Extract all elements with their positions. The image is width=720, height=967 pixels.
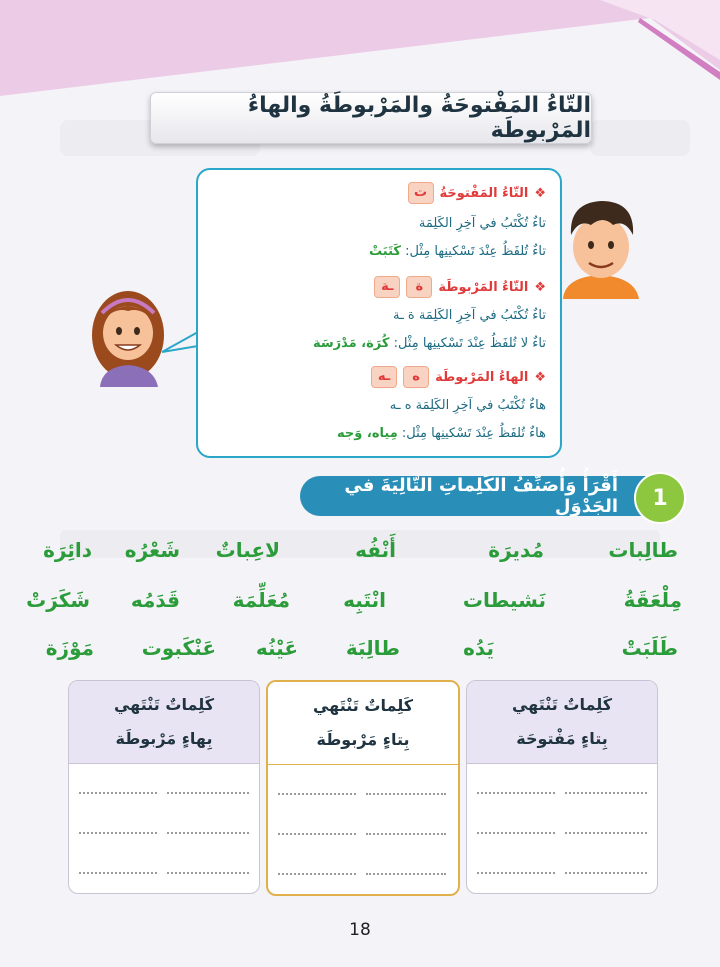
- answer-line[interactable]: [278, 872, 356, 875]
- word-item: لاعِباتٌ: [215, 538, 280, 562]
- answer-line[interactable]: [477, 791, 555, 794]
- word-item: مَوْزَة: [45, 636, 94, 660]
- rule-example: [337, 426, 546, 441]
- letter-badge: ه: [403, 366, 429, 388]
- column-header-line1: كَلِماتٌ تَنْتَهي: [113, 695, 215, 714]
- word-item: عَنْكَبوت: [141, 636, 216, 660]
- task-instruction-bar: [300, 476, 678, 516]
- rule-example-words: مِياه، وَجه: [337, 426, 398, 441]
- speech-pointer-icon: [162, 330, 198, 356]
- page-title: التّاءُ المَفْتوحَةُ والمَرْبوطَةُ والهاءُ المَرْبوطَة: [150, 92, 592, 144]
- sort-column-closed-haa: [68, 680, 260, 894]
- answer-line[interactable]: [167, 791, 249, 794]
- rule-example: [313, 336, 546, 351]
- letter-badge: ـة: [374, 276, 400, 298]
- rule-example-words: كُرَة، مَدْرَسَة: [312, 336, 390, 351]
- girl-illustration-icon: [88, 283, 168, 388]
- word-item: مِلْعَقَةُ: [623, 588, 682, 612]
- bullet-star-icon: ❖: [534, 369, 546, 385]
- word-item: مُعَلِّمَة: [232, 588, 290, 612]
- column-header: [268, 682, 458, 765]
- answer-line[interactable]: [366, 792, 446, 795]
- answer-line[interactable]: [477, 871, 555, 874]
- answer-line[interactable]: [565, 791, 647, 794]
- rule-heading: [374, 276, 546, 298]
- answer-line[interactable]: [79, 831, 157, 834]
- rule-heading: [408, 182, 546, 204]
- word-item: نَشيطات: [462, 588, 546, 612]
- answer-line[interactable]: [366, 832, 446, 835]
- column-header-line2: بِتاءٍ مَفْتوحَة: [516, 729, 608, 748]
- rule-heading-label: الهاءُ المَرْبوطَة: [435, 369, 529, 385]
- bullet-star-icon: ❖: [534, 279, 546, 295]
- rule-example-words: كَتَبَتْ: [369, 244, 401, 259]
- letter-badge: ـه: [371, 366, 397, 388]
- answer-line[interactable]: [366, 872, 446, 875]
- answer-line[interactable]: [167, 831, 249, 834]
- letter-badge: ة: [406, 276, 432, 298]
- answer-line[interactable]: [167, 871, 249, 874]
- rule-heading-label: التّاءُ المَرْبوطَة: [438, 279, 529, 295]
- column-header: [69, 681, 259, 764]
- word-item: انْتَبِه: [343, 588, 386, 612]
- rule-text: هاءٌ تُكْتَبُ في آخِرِ الكَلِمَة ه ـه: [389, 398, 546, 413]
- word-item: مُديرَة: [488, 538, 544, 562]
- rule-heading: [371, 366, 546, 388]
- task-number-badge: 1: [634, 472, 686, 524]
- column-header-line1: كَلِماتٌ تَنْتَهي: [312, 696, 414, 715]
- word-item: طالِبَة: [345, 636, 400, 660]
- answer-line[interactable]: [278, 792, 356, 795]
- rule-example-prefix: تاءٌ لا تُلفَظُ عِنْدَ تَسْكينِها مِثْل:: [393, 336, 546, 351]
- word-item: يَدُه: [463, 636, 494, 660]
- column-header-line2: بِتاءٍ مَرْبوطَة: [316, 730, 410, 749]
- boy-illustration-icon: [555, 195, 645, 305]
- word-item: طالِبات: [608, 538, 678, 562]
- column-header-line2: بِهاءٍ مَرْبوطَة: [115, 729, 213, 748]
- rule-text: تاءٌ تُكْتَبُ في آخِرِ الكَلِمَة ة ـة: [393, 308, 546, 323]
- word-item: أَنْفُه: [355, 538, 396, 562]
- rule-example-prefix: تاءٌ تُلفَظُ عِنْدَ تَسْكينِها مِثْل:: [405, 244, 546, 259]
- word-item: شَكَرَتْ: [26, 588, 90, 612]
- answer-line[interactable]: [565, 831, 647, 834]
- rules-box: [196, 168, 562, 458]
- letter-badge: ت: [408, 182, 434, 204]
- rule-text: تاءٌ تُكْتَبُ في آخِرِ الكَلِمَة: [418, 216, 546, 231]
- rule-example: [369, 244, 546, 259]
- answer-line[interactable]: [79, 791, 157, 794]
- answer-line[interactable]: [79, 871, 157, 874]
- word-item: طَلَبَتْ: [621, 636, 678, 660]
- word-item: قَدَمُه: [130, 588, 180, 612]
- task-instruction: أَقْرَأُ وَأُصَنِّفُ الكَلِماتِ التّالِيَةَ في الجَدْوَل: [344, 475, 618, 517]
- column-header: [467, 681, 657, 764]
- rule-example-prefix: هاءٌ تُلفَظُ عِنْدَ تَسْكينِها مِثْل:: [401, 426, 546, 441]
- bullet-star-icon: ❖: [534, 185, 546, 201]
- rule-heading-label: التّاءُ المَفْتوحَةُ: [439, 185, 529, 201]
- page-number: 18: [349, 920, 371, 940]
- sort-column-open-taa: [466, 680, 658, 894]
- answer-line[interactable]: [565, 871, 647, 874]
- word-item: شَعْرُه: [124, 538, 180, 562]
- word-item: عَيْنُه: [255, 636, 298, 660]
- answer-line[interactable]: [477, 831, 555, 834]
- word-item: دائِرَة: [43, 538, 92, 562]
- answer-line[interactable]: [278, 832, 356, 835]
- sort-column-closed-taa: [266, 680, 460, 896]
- faint-background-block: [590, 120, 690, 156]
- column-header-line1: كَلِماتٌ تَنْتَهي: [511, 695, 613, 714]
